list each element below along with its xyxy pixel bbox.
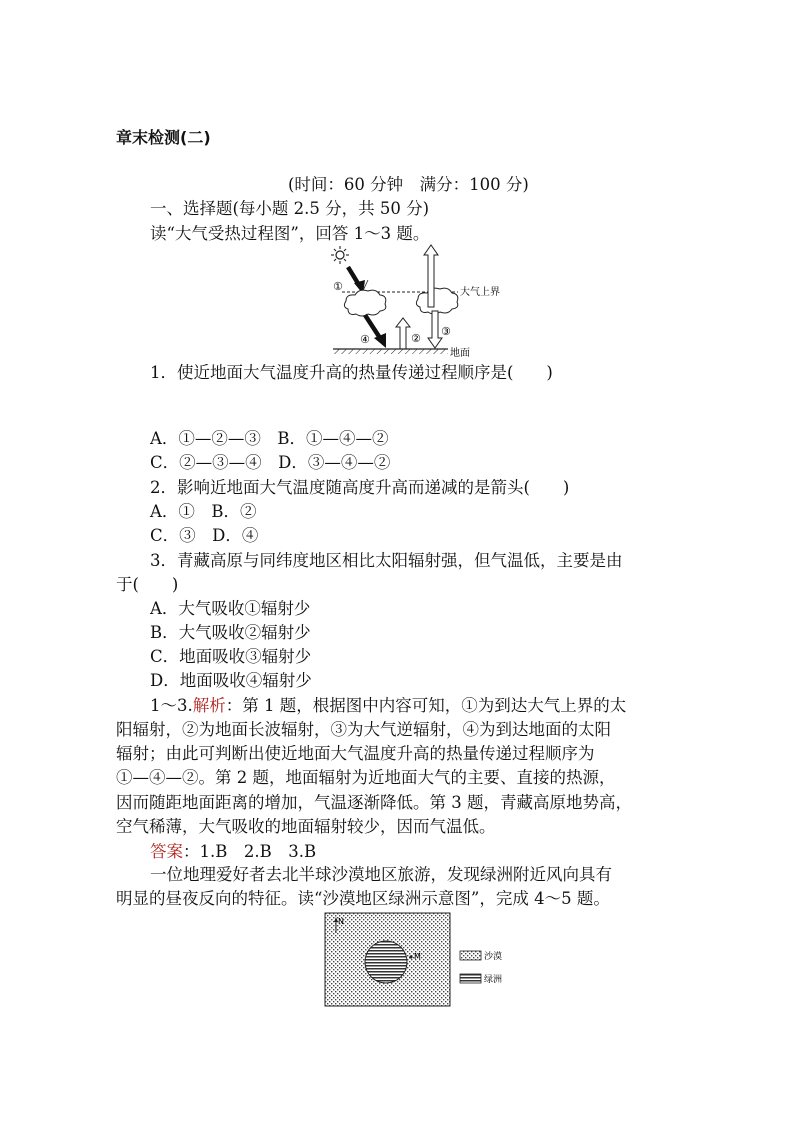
point-m-marker <box>409 955 412 958</box>
legend-oasis-swatch <box>460 974 481 983</box>
marker-2: ② <box>411 332 421 345</box>
analysis-line-5: 因而随距地面距离的增加，气温逐渐降低。第 3 题，青藏高原地势高， <box>116 793 632 812</box>
analysis-label: 解析 <box>192 696 226 715</box>
ground-label: 地面 <box>450 348 470 359</box>
exam-meta: (时间：60 分钟 满分：100 分) <box>288 175 529 194</box>
legend-desert-swatch <box>460 951 481 960</box>
marker-4: ④ <box>360 333 370 346</box>
marker-3: ③ <box>441 325 451 338</box>
point-m-label: M <box>414 952 421 961</box>
legend-desert-label: 沙漠 <box>484 952 503 962</box>
cloud-left <box>344 290 385 316</box>
answer-line <box>150 840 316 864</box>
q3-option-c: C．地面吸收③辐射少 <box>150 647 312 666</box>
figure1-intro: 读“大气受热过程图”，回答 1～3 题。 <box>150 224 430 243</box>
analysis-line-1 <box>150 694 626 718</box>
legend-oasis-label: 绿洲 <box>484 975 503 985</box>
analysis-text-1: ：第 1 题，根据图中内容可知，①为到达大气上界的太 <box>225 696 627 715</box>
q2-options-ab: A．① B．② <box>150 502 257 521</box>
oasis-area <box>365 941 407 983</box>
sun-icon <box>331 246 349 264</box>
q2-stem: 2．影响近地面大气温度随高度升高而递减的是箭头( ) <box>150 478 570 497</box>
analysis-line-4: ①—④—②。第 2 题，地面辐射为近地面大气的主要、直接的热源， <box>116 768 616 787</box>
analysis-line-3: 辐射；由此可判断出使近地面大气温度升高的热量传递过程顺序为 <box>116 744 595 763</box>
q3-option-a: A．大气吸收①辐射少 <box>150 599 311 618</box>
q3-stem: 3．青藏高原与同纬度地区相比太阳辐射强，但气温低，主要是由 <box>150 551 623 570</box>
q3-stem-cont: 于( ) <box>116 575 179 594</box>
figure2-intro-line-2: 明显的昼夜反向的特征。读“沙漠地区绿洲示意图”，完成 4～5 题。 <box>116 889 610 908</box>
atmosphere-top-label: 大气上界 <box>460 287 500 298</box>
atmospheric-counter-radiation-arrow <box>428 311 442 348</box>
q3-option-b: B．大气吸收②辐射少 <box>150 623 311 642</box>
section-heading: 一、选择题(每小题 2.5 分，共 50 分) <box>150 199 430 218</box>
desert-oasis-diagram <box>323 911 523 1009</box>
q1-options-ab: A．①—②—③ B．①—④—② <box>150 429 389 448</box>
marker-1: ① <box>333 280 343 293</box>
analysis-line-6: 空气稀薄，大气吸收的地面辐射较少，因而气温低。 <box>116 817 496 836</box>
analysis-prefix: 1～3. <box>150 696 193 715</box>
page-title: 章末检测(二) <box>116 128 211 147</box>
atmosphere-heating-diagram <box>330 245 510 360</box>
answer-label: 答案 <box>150 842 183 861</box>
q3-option-d: D．地面吸收④辐射少 <box>150 671 312 690</box>
q1-options-cd: C．②—③—④ D．③—④—② <box>150 453 391 472</box>
q1-stem: 1．使近地面大气温度升高的热量传递过程顺序是( ) <box>150 363 553 382</box>
analysis-line-2: 阳辐射，②为地面长波辐射，③为大气逆辐射，④为到达地面的太阳 <box>116 720 611 739</box>
ground-radiation-arrow <box>396 318 410 349</box>
q2-options-cd: C．③ D．④ <box>150 526 259 545</box>
figure2-intro-line-1: 一位地理爱好者去北半球沙漠地区旅游，发现绿洲附近风向具有 <box>150 865 612 884</box>
answer-text: ：1.B 2.B 3.B <box>183 842 317 861</box>
north-label: N <box>338 917 344 926</box>
